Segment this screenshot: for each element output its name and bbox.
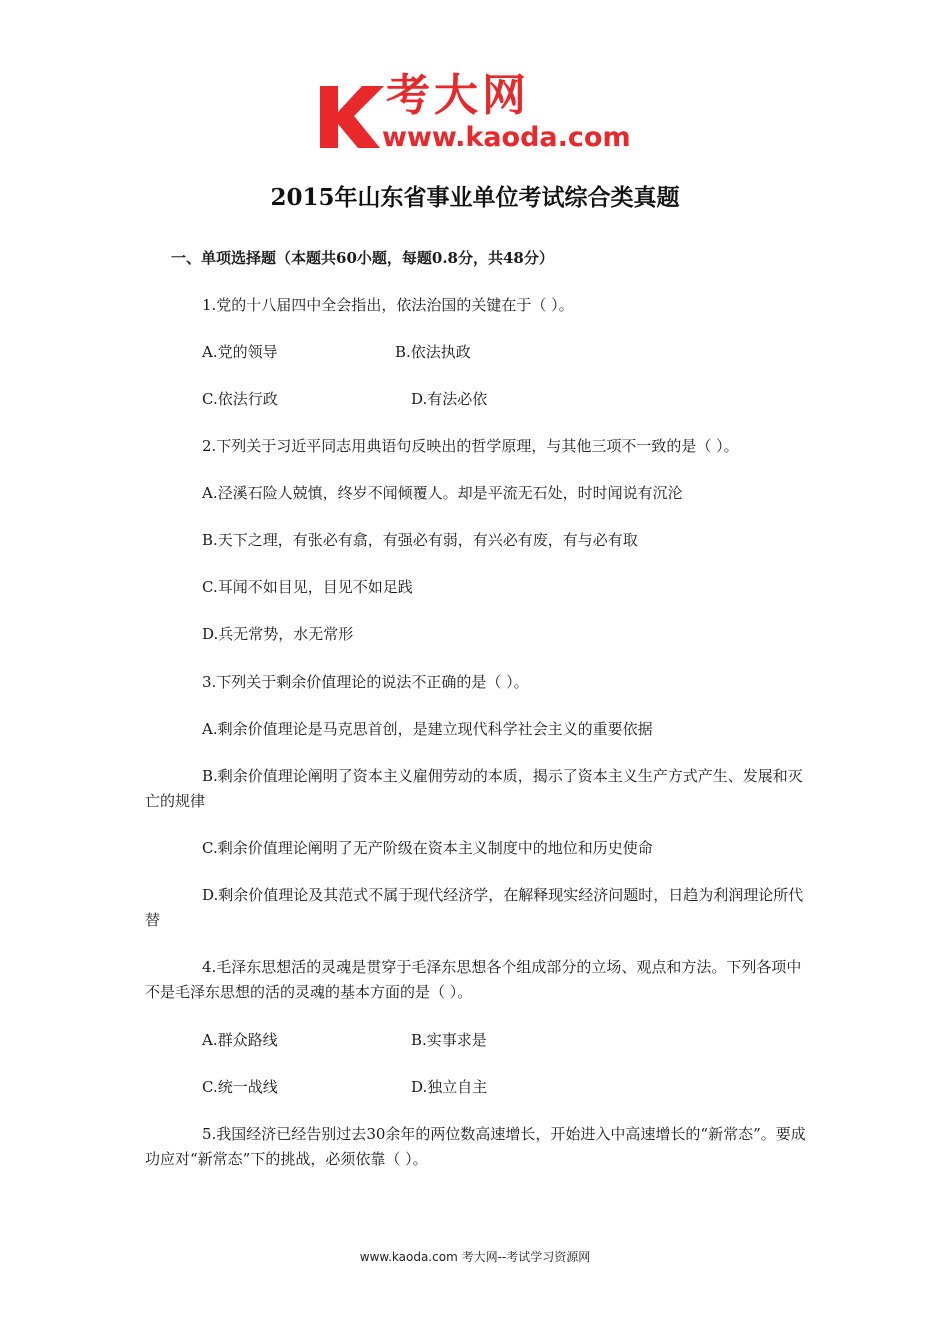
page-title: 2015年山东省事业单位考试综合类真题 (270, 184, 680, 211)
question-stem: 5.我国经济已经告别过去30余年的两位数高速增长，开始进入中高速增长的“新常态”。要成功应对“新常态”下的挑战，必须依靠（ ）。 (145, 1125, 806, 1168)
section-heading: 一、单项选择题（本题共60小题，每题0.8分，共48分） (171, 249, 554, 267)
option-d: D.兵无常势，水无常形 (202, 625, 354, 643)
option-c: C.依法行政 (202, 390, 278, 408)
option-d: D.独立自主 (411, 1078, 488, 1096)
option-c: C.统一战线 (202, 1078, 278, 1096)
option-a: A.党的领导 (202, 343, 278, 361)
option-b: B.天下之理，有张必有翕，有强必有弱，有兴必有废，有与必有取 (202, 531, 638, 549)
option-d: D.有法必依 (411, 390, 488, 408)
option-b: B.依法执政 (395, 343, 471, 361)
option-a: A.群众路线 (202, 1031, 278, 1049)
kaoda-logo (318, 70, 638, 160)
option-b: B.剩余价值理论阐明了资本主义雇佣劳动的本质，揭示了资本主义生产方式产生、发展和灭亡的规律 (145, 767, 803, 810)
option-d: D.剩余价值理论及其范式不属于现代经济学，在解释现实经济问题时，日趋为利润理论所代替 (145, 886, 804, 929)
logo-k-mark-icon (318, 82, 390, 152)
option-b: B.实事求是 (411, 1031, 487, 1049)
question-stem: 3.下列关于剩余价值理论的说法不正确的是（ ）。 (202, 673, 529, 691)
option-c: C.耳闻不如目见，目见不如足践 (202, 578, 413, 596)
question-stem: 2.下列关于习近平同志用典语句反映出的哲学原理，与其他三项不一致的是（ ）。 (202, 437, 739, 455)
option-a: A.泾溪石险人兢慎，终岁不闻倾覆人。却是平流无石处，时时闻说有沉沦 (202, 484, 683, 502)
option-c: C.剩余价值理论阐明了无产阶级在资本主义制度中的地位和历史使命 (202, 839, 653, 857)
logo-url-text: www.kaoda.com (382, 122, 631, 153)
page-footer: www.kaoda.com 考大网--考试学习资源网 (359, 1250, 591, 1264)
option-a: A.剩余价值理论是马克思首创，是建立现代科学社会主义的重要依据 (202, 720, 653, 738)
question-stem: 4.毛泽东思想活的灵魂是贯穿于毛泽东思想各个组成部分的立场、观点和方法。下列各项中不是毛泽东思想的活的灵魂的基本方面的是（ ）。 (145, 958, 802, 1001)
logo-chinese-text: 考大网 (386, 70, 530, 121)
question-stem: 1.党的十八届四中全会指出，依法治国的关键在于（ ）。 (202, 296, 574, 314)
